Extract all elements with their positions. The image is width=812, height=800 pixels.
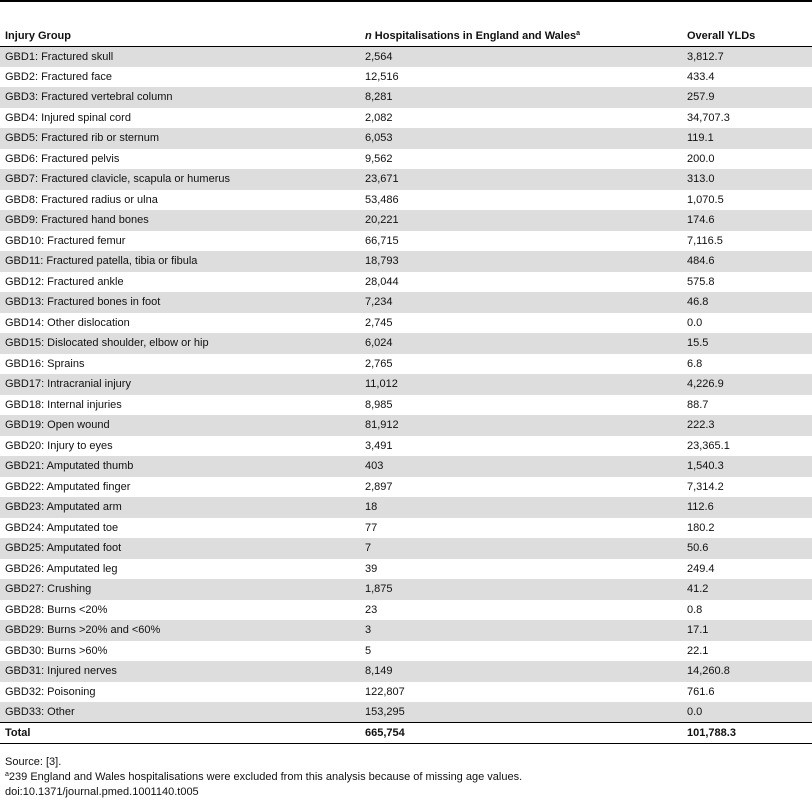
cell-injury-group: GBD20: Injury to eyes bbox=[5, 439, 113, 452]
table-row bbox=[0, 354, 812, 375]
cell-overall-ylds: 1,540.3 bbox=[682, 456, 812, 477]
total-row bbox=[0, 723, 812, 744]
total-hospitalisations: 665,754 bbox=[360, 723, 682, 744]
footnote-mark: a bbox=[5, 771, 9, 778]
table-row bbox=[0, 661, 812, 682]
cell-hospitalisations: 20,221 bbox=[360, 210, 682, 231]
cell-hospitalisations: 11,012 bbox=[360, 374, 682, 395]
cell-injury-group: GBD6: Fractured pelvis bbox=[5, 152, 120, 165]
cell-hospitalisations: 39 bbox=[365, 562, 378, 575]
header-injury-group: Injury Group bbox=[0, 27, 360, 46]
cell-injury-group: GBD16: Sprains bbox=[5, 357, 85, 370]
cell-hospitalisations: 66,715 bbox=[365, 234, 399, 247]
table-row bbox=[0, 641, 812, 662]
cell-hospitalisations: 6,024 bbox=[360, 333, 682, 354]
cell-overall-ylds: 50.6 bbox=[682, 538, 812, 559]
cell-overall-ylds: 0.0 bbox=[682, 702, 812, 723]
cell-injury-group: GBD10: Fractured femur bbox=[5, 234, 126, 247]
table-row bbox=[0, 682, 812, 703]
table-row bbox=[0, 436, 812, 457]
cell-hospitalisations: 2,765 bbox=[365, 357, 393, 370]
cell-hospitalisations: 2,564 bbox=[360, 46, 682, 67]
cell-injury-group: GBD8: Fractured radius or ulna bbox=[5, 193, 158, 206]
cell-overall-ylds: 0.0 bbox=[687, 316, 703, 329]
cell-injury-group: GBD24: Amputated toe bbox=[5, 521, 119, 534]
cell-overall-ylds: 7,116.5 bbox=[687, 234, 723, 247]
cell-injury-group: GBD30: Burns >60% bbox=[5, 644, 108, 657]
cell-overall-ylds: 313.0 bbox=[682, 169, 812, 190]
cell-injury-group: GBD27: Crushing bbox=[0, 579, 360, 600]
cell-injury-group: GBD32: Poisoning bbox=[5, 685, 96, 698]
table-row bbox=[0, 497, 812, 518]
cell-hospitalisations: 1,875 bbox=[360, 579, 682, 600]
cell-hospitalisations: 18,793 bbox=[360, 251, 682, 272]
cell-injury-group: GBD7: Fractured clavicle, scapula or humerus bbox=[0, 169, 360, 190]
table-row bbox=[0, 108, 812, 129]
cell-injury-group: GBD3: Fractured vertebral column bbox=[0, 87, 360, 108]
table-row bbox=[0, 251, 812, 272]
header-row bbox=[0, 27, 812, 46]
footnote bbox=[5, 770, 522, 785]
cell-hospitalisations: 2,082 bbox=[365, 111, 393, 124]
cell-hospitalisations: 81,912 bbox=[360, 415, 682, 436]
cell-injury-group: GBD22: Amputated finger bbox=[5, 480, 131, 493]
cell-overall-ylds: 7,314.2 bbox=[687, 480, 724, 493]
table-row bbox=[0, 477, 812, 498]
cell-injury-group: GBD15: Dislocated shoulder, elbow or hip bbox=[0, 333, 360, 354]
cell-injury-group: GBD29: Burns >20% and <60% bbox=[0, 620, 360, 641]
cell-injury-group: GBD23: Amputated arm bbox=[0, 497, 360, 518]
cell-overall-ylds: 23,365.1 bbox=[687, 439, 730, 452]
table-row bbox=[0, 600, 812, 621]
cell-overall-ylds: 17.1 bbox=[682, 620, 812, 641]
cell-hospitalisations: 18 bbox=[360, 497, 682, 518]
header-footnote-mark: a bbox=[576, 30, 580, 38]
cell-hospitalisations: 3 bbox=[360, 620, 682, 641]
table-row bbox=[0, 415, 812, 436]
total-label: Total bbox=[0, 723, 360, 744]
table-footer bbox=[5, 755, 522, 800]
cell-injury-group: GBD25: Amputated foot bbox=[0, 538, 360, 559]
source-note: Source: [3]. bbox=[5, 756, 62, 768]
header-hospitalisations-text: Hospitalisations in England and Wales bbox=[371, 30, 577, 43]
total-overall-ylds: 101,788.3 bbox=[682, 723, 812, 744]
cell-injury-group: GBD12: Fractured ankle bbox=[5, 275, 124, 288]
cell-injury-group: GBD4: Injured spinal cord bbox=[5, 111, 131, 124]
cell-hospitalisations: 77 bbox=[365, 521, 378, 534]
doi-text: doi:10.1371/journal.pmed.1001140.t005 bbox=[5, 786, 199, 798]
cell-injury-group: GBD28: Burns <20% bbox=[5, 603, 108, 616]
cell-overall-ylds: 4,226.9 bbox=[682, 374, 812, 395]
cell-hospitalisations: 8,985 bbox=[365, 398, 393, 411]
cell-overall-ylds: 41.2 bbox=[682, 579, 812, 600]
cell-hospitalisations: 23,671 bbox=[360, 169, 682, 190]
cell-hospitalisations: 403 bbox=[360, 456, 682, 477]
cell-hospitalisations: 12,516 bbox=[365, 70, 399, 83]
cell-hospitalisations: 53,486 bbox=[365, 193, 399, 206]
cell-hospitalisations: 6,053 bbox=[360, 128, 682, 149]
cell-overall-ylds: 22.1 bbox=[687, 644, 709, 657]
cell-injury-group: GBD18: Internal injuries bbox=[5, 398, 122, 411]
cell-injury-group: GBD26: Amputated leg bbox=[5, 562, 118, 575]
cell-hospitalisations: 28,044 bbox=[365, 275, 399, 288]
cell-hospitalisations: 122,807 bbox=[365, 685, 405, 698]
table-row bbox=[0, 231, 812, 252]
cell-overall-ylds: 15.5 bbox=[682, 333, 812, 354]
cell-injury-group: GBD13: Fractured bones in foot bbox=[0, 292, 360, 313]
cell-hospitalisations: 8,281 bbox=[360, 87, 682, 108]
cell-injury-group: GBD9: Fractured hand bones bbox=[0, 210, 360, 231]
table-row bbox=[0, 559, 812, 580]
cell-injury-group: GBD21: Amputated thumb bbox=[0, 456, 360, 477]
table-row bbox=[0, 46, 812, 67]
table-row bbox=[0, 395, 812, 416]
cell-overall-ylds: 14,260.8 bbox=[682, 661, 812, 682]
header-n: n bbox=[365, 30, 372, 43]
table-row bbox=[0, 169, 812, 190]
cell-overall-ylds: 222.3 bbox=[682, 415, 812, 436]
table-row bbox=[0, 190, 812, 211]
cell-overall-ylds: 174.6 bbox=[682, 210, 812, 231]
header-overall-ylds: Overall YLDs bbox=[682, 27, 812, 46]
cell-overall-ylds: 0.8 bbox=[687, 603, 703, 616]
cell-overall-ylds: 180.2 bbox=[687, 521, 715, 534]
cell-injury-group: GBD33: Other bbox=[0, 702, 360, 723]
table-row bbox=[0, 620, 812, 641]
table-row bbox=[0, 87, 812, 108]
cell-overall-ylds: 575.8 bbox=[687, 275, 715, 288]
cell-hospitalisations: 7 bbox=[360, 538, 682, 559]
table-row bbox=[0, 210, 812, 231]
cell-overall-ylds: 249.4 bbox=[687, 562, 715, 575]
table-row bbox=[0, 538, 812, 559]
cell-hospitalisations: 9,562 bbox=[365, 152, 393, 165]
cell-overall-ylds: 1,070.5 bbox=[687, 193, 724, 206]
cell-overall-ylds: 6.8 bbox=[687, 357, 703, 370]
cell-overall-ylds: 112.6 bbox=[682, 497, 812, 518]
table-row bbox=[0, 579, 812, 600]
cell-hospitalisations: 7,234 bbox=[360, 292, 682, 313]
table-row bbox=[0, 292, 812, 313]
table-row bbox=[0, 149, 812, 170]
table-row bbox=[0, 374, 812, 395]
table-row bbox=[0, 128, 812, 149]
cell-hospitalisations: 3,491 bbox=[365, 439, 393, 452]
cell-overall-ylds: 88.7 bbox=[687, 398, 709, 411]
cell-overall-ylds: 200.0 bbox=[687, 152, 715, 165]
cell-injury-group: GBD11: Fractured patella, tibia or fibula bbox=[0, 251, 360, 272]
cell-overall-ylds: 257.9 bbox=[682, 87, 812, 108]
cell-injury-group: GBD1: Fractured skull bbox=[0, 46, 360, 67]
header-hospitalisations bbox=[360, 27, 682, 46]
table-row bbox=[0, 333, 812, 354]
cell-injury-group: GBD19: Open wound bbox=[0, 415, 360, 436]
cell-injury-group: GBD31: Injured nerves bbox=[0, 661, 360, 682]
cell-injury-group: GBD2: Fractured face bbox=[5, 70, 112, 83]
table-row bbox=[0, 313, 812, 334]
footnote-text: 239 England and Wales hospitalisations were excluded from this analysis because of missing age values. bbox=[8, 771, 523, 783]
cell-hospitalisations: 5 bbox=[365, 644, 372, 657]
cell-overall-ylds: 34,707.3 bbox=[687, 111, 730, 124]
cell-injury-group: GBD5: Fractured rib or sternum bbox=[0, 128, 360, 149]
cell-overall-ylds: 433.4 bbox=[687, 70, 715, 83]
table-row bbox=[0, 702, 812, 723]
cell-hospitalisations: 23 bbox=[365, 603, 378, 616]
cell-overall-ylds: 761.6 bbox=[687, 685, 715, 698]
top-rule bbox=[0, 0, 812, 2]
table-row bbox=[0, 456, 812, 477]
cell-hospitalisations: 2,897 bbox=[365, 480, 393, 493]
cell-overall-ylds: 484.6 bbox=[682, 251, 812, 272]
cell-injury-group: GBD17: Intracranial injury bbox=[0, 374, 360, 395]
table-row bbox=[0, 518, 812, 539]
table-row bbox=[0, 67, 812, 88]
cell-injury-group: GBD14: Other dislocation bbox=[5, 316, 130, 329]
cell-overall-ylds: 3,812.7 bbox=[682, 46, 812, 67]
cell-overall-ylds: 119.1 bbox=[682, 128, 812, 149]
cell-hospitalisations: 8,149 bbox=[360, 661, 682, 682]
table-header bbox=[0, 27, 812, 46]
injury-table bbox=[0, 27, 812, 744]
table-body bbox=[0, 46, 812, 744]
cell-hospitalisations: 153,295 bbox=[360, 702, 682, 723]
cell-hospitalisations: 2,745 bbox=[365, 316, 393, 329]
table-row bbox=[0, 272, 812, 293]
cell-overall-ylds: 46.8 bbox=[682, 292, 812, 313]
